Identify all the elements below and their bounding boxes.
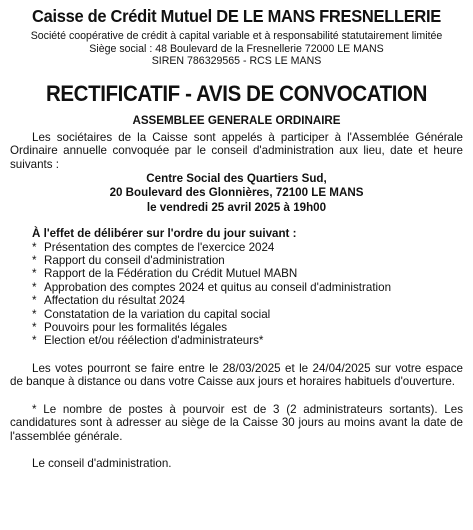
bullet-star: * <box>32 240 37 254</box>
agenda-item: * Pouvoirs pour les formalités légales <box>32 321 228 335</box>
agenda-item: * Rapport du conseil d'administration <box>32 254 225 268</box>
agenda-item: * Approbation des comptes 2024 et quitus au conseil d'administration <box>32 280 392 294</box>
voting-paragraph: Les votes pourront se faire entre le 28/03/2025 et le 24/04/2025 sur votre espace de banque à distance ou dans votre Caisse aux jours et horaires habituels d'ouverture. <box>10 361 463 389</box>
agenda-item: * Affectation du résultat 2024 <box>32 294 185 308</box>
agenda-heading: À l'effet de délibérer sur l'ordre du jour suivant : <box>32 227 297 241</box>
organization-registration: SIREN 786329565 - RCS LE MANS <box>151 55 322 68</box>
venue-address: 20 Boulevard des Glonnières, 72100 LE MANS <box>109 186 364 200</box>
bullet-star: * <box>32 334 37 348</box>
bullet-star: * <box>32 280 37 294</box>
venue-name: Centre Social des Quartiers Sud, <box>146 172 327 185</box>
signature: Le conseil d'administration. <box>32 456 172 470</box>
bullet-star: * <box>32 267 37 281</box>
bullet-star: * <box>32 321 37 335</box>
candidates-footnote: * Le nombre de postes à pourvoir est de 3 (2 administrateurs sortants). Les candidatures sont à adresser au siège de la Caisse 30 jours au moins avant la date de l'assemblée générale. <box>10 402 463 443</box>
agenda-item: * Présentation des comptes de l'exercice 2024 <box>32 240 275 254</box>
notice-title: RECTIFICATIF - AVIS DE CONVOCATION <box>45 80 428 106</box>
venue-date: le vendredi 25 avril 2025 à 19h00 <box>146 200 327 214</box>
agenda-item: * Rapport de la Fédération du Crédit Mutuel MABN <box>32 267 298 281</box>
agenda-item: * Constatation de la variation du capital social <box>32 307 271 321</box>
organization-legal-form: Société coopérative de crédit à capital variable et à responsabilité statutairement limitée <box>30 30 443 42</box>
intro-paragraph: Les sociétaires de la Caisse sont appelés à participer à l'Assemblée Générale Ordinaire annuelle convoquée par le conseil d'administration aux lieu, date et heure suivants : <box>10 130 463 171</box>
bullet-star: * <box>32 254 37 268</box>
agenda-item: * Election et/ou réélection d'administrateurs* <box>32 334 264 348</box>
organization-title: Caisse de Crédit Mutuel DE LE MANS FRESNELLERIE <box>31 6 442 26</box>
notice-subtitle: ASSEMBLEE GENERALE ORDINAIRE <box>132 113 341 127</box>
bullet-star: * <box>32 307 37 321</box>
organization-details <box>8 30 465 68</box>
agenda-list <box>8 241 465 348</box>
bullet-star: * <box>32 294 37 308</box>
venue-block <box>8 172 465 214</box>
organization-address: Siège social : 48 Boulevard de la Fresnellerie 72000 LE MANS <box>89 42 384 55</box>
